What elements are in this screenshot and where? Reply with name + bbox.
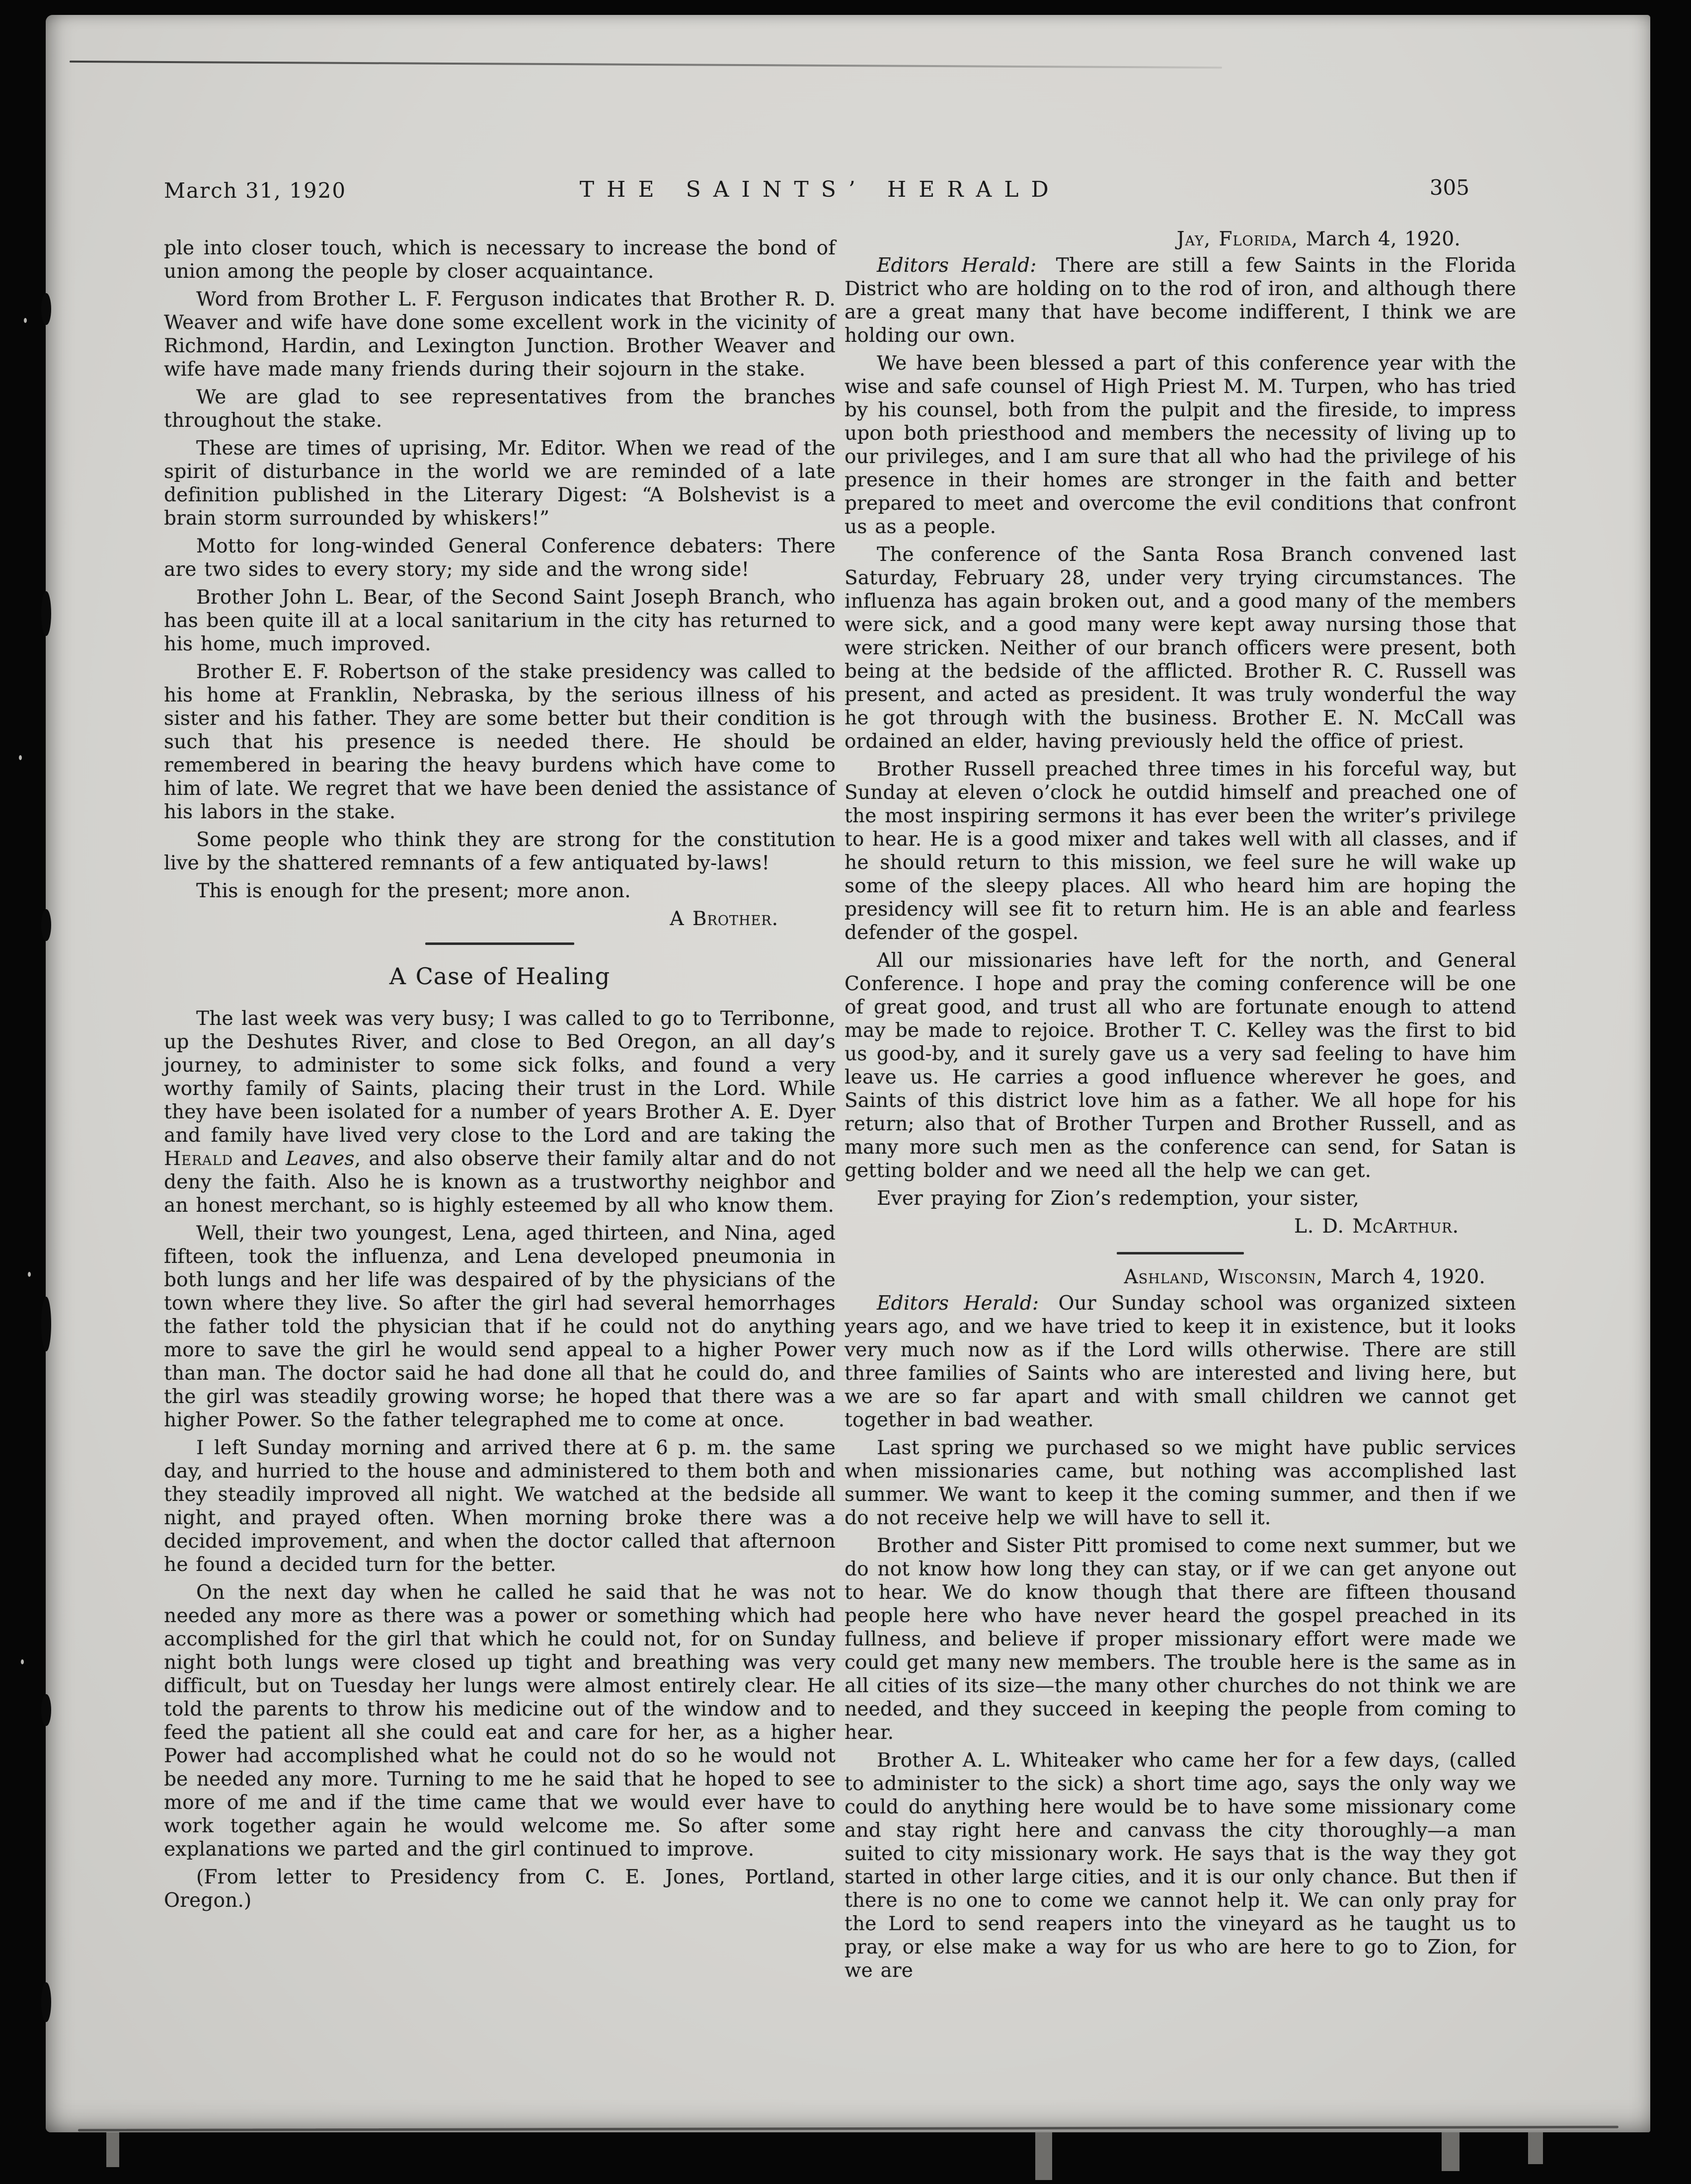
paragraph: Brother Russell preached three times in his forceful way, but Sunday at eleven o’clock he outdid himself and preached one of the most inspiring sermons it has ever been the writer’s privilege to hear. He is a good mixer and takes well with all classes, and if he should return to this mission, we feel sure he will wake up some of the sleepy places. All who heard him are hoping the presidency will see fit to return him. He is an able and fearless defender of the gospel. [845, 758, 1516, 944]
deckle-edge [41, 1694, 51, 1726]
dust-speck [24, 318, 27, 323]
paragraph: Brother E. F. Robertson of the stake presidency was called to his home at Franklin, Nebraska, by the serious illness of his sister and his father. They are some better but their condition is such that his presence is needed there. He should be remembered in bearing the heavy burdens which have come to him of late. We regret that we have been denied the assistance of his labors in the stake. [164, 661, 836, 823]
paragraph: Brother John L. Bear, of the Second Saint Joseph Branch, who has been quite ill at a local sanitarium in the city has returned to his home, much improved. [164, 586, 836, 655]
dust-speck [28, 1272, 31, 1277]
paragraph: Last spring we purchased so we might have public services when missionaries came, but nothing was accomplished last summer. We want to keep it the coming summer, and then if we do not receive help we will have to sell it. [845, 1437, 1516, 1529]
dust-speck [19, 755, 22, 760]
header-date: March 31, 1920 [164, 178, 347, 203]
letter-opening-paragraph [845, 254, 1516, 347]
letter-closing: Ever praying for Zion’s redemption, your sister, [877, 1187, 1359, 1210]
dateline-date: March 4, 1920. [1323, 1266, 1485, 1288]
author-signature: L. D. McArthur. [1294, 1215, 1459, 1238]
attribution-note: (From letter to Presidency from C. E. Jones, Portland, Oregon.) [164, 1866, 836, 1912]
paragraph [164, 1007, 836, 1217]
paragraph-text: There are still a few Saints in the Florida District who are holding on to the rod of iron, and although there are a great many that have become indifferent, I think we are holding our own. [845, 254, 1516, 347]
page-number: 305 [1429, 175, 1469, 200]
paragraph: We have been blessed a part of this conference year with the wise and safe counsel of High Priest M. M. Turpen, who has tried by his counsel, both from the pulpit and the fireside, to impress upon both priesthood and members the necessity of living up to our privileges, and I am sure that all who had the privilege of his presence in their homes are stronger in the faith and better prepared to meet and overcome the evil conditions that confront us as a people. [845, 352, 1516, 538]
deckle-edge [41, 909, 51, 941]
paragraph: Motto for long-winded General Conference debaters: There are two sides to every story; my side and the wrong side! [164, 535, 836, 581]
paragraph: All our missionaries have left for the north, and General Conference. I hope and pray the coming conference will be one of great good, and trust all who are fortunate enough to attend may be made to rejoice. Brother T. C. Kelley was the first to bid us good-by, and it surely gave us a very sad feeling to have him leave us. He carries a good influence wherever he goes, and Saints of this district love him as a father. We all hope for his return; also that of Brother Turpen and Brother Russell, and as many more such men as the conference can send, for Satan is getting bolder and we need all the help we can get. [845, 949, 1516, 1182]
deckle-edge [41, 293, 51, 325]
paragraph: Brother and Sister Pitt promised to come next summer, but we do not know how long they can stay, or if we can get anyone out to hear. We do know though that there are fifteen thousand people here who have never heard the gospel preached in its fullness, and believe if proper missionary effort were made we could get many new members. The trouble here is the same as in all cities of its size—the many other churches do not think we are needed, and they succeed in keeping the people from coming to hear. [845, 1535, 1516, 1744]
paragraph: Well, their two youngest, Lena, aged thirteen, and Nina, aged fifteen, took the influenza, and Lena developed pneumonia in both lungs and her life was despaired of by the physicians of the town where they live. So after the girl had several hemorrhages the father told the physician that if he could not do anything more to save the girl he would send appeal to a higher Power than man. The doctor said he had done all that he could do, and the girl was steadily growing worse; he hoped that there was a higher Power. So the father telegraphed me to come at once. [164, 1222, 836, 1431]
dateline-date: March 4, 1920. [1298, 228, 1460, 250]
right-column [845, 228, 1516, 1987]
deckle-edge [41, 1297, 51, 1351]
paragraph-text: Our Sunday school was organized sixteen years ago, and we have tried to keep it in existence, but it looks very much now as if the Lord wills otherwise. There are still three families of Saints who are interested and living here, but we are so far apart and with small children we cannot get together in bad weather. [845, 1292, 1516, 1431]
paragraph: On the next day when he called he said that he was not needed any more as there was a power or something which had accomplished for the girl that which he could not, for on Sunday night both lungs were closed up tight and breathing was very difficult, but on Tuesday her lungs were almost entirely clear. He told the parents to throw his medicine out of the window and to feed the patient all she could eat and care for her, as a higher Power had accomplished what he could not do so he would not be needed any more. Turning to me he said that he hoped to see more of me and if the time came that we would ever have to work together again he would welcome me. So after some explanations we parted and the girl continued to improve. [164, 1581, 836, 1861]
paragraph: The conference of the Santa Rosa Branch convened last Saturday, February 28, under very trying circumstances. The influenza has again broken out, and a good many of the members were sick, and a good many were kept away nursing those that were stricken. Neither of our branch officers were present, both being at the bedside of the afflicted. Brother R. C. Russell was present, and acted as president. It was truly wonderful the way he got through with the business. Brother E. N. McCall was ordained an elder, having previously held the office of priest. [845, 544, 1516, 753]
paragraph: I left Sunday morning and arrived there at 6 p. m. the same day, and hurried to the house and administered to them both and they steadily improved all night. We watched at the bedside all night, and prayed often. When morning broke there was a decided improvement, and when the doctor called that afternoon he found a decided turn for the better. [164, 1437, 836, 1576]
paragraph: Some people who think they are strong for the constitution live by the shattered remnants of a few antiquated by-laws! [164, 829, 836, 874]
leaves-periodical-name: Leaves [286, 1148, 355, 1170]
section-divider [1117, 1252, 1244, 1254]
paragraph-text: The last week was very busy; I was called to go to Terribonne, up the Deshutes River, and close to Bed Oregon, an all day’s journey, to administer to some sick folks, and found a very worthy family of Saints, placing their trust in the Lord. While they have been isolated for a number of years Brother A. E. Dyer and family have lived very close to the Lord and are taking the [164, 1008, 836, 1147]
page-tab [1035, 2132, 1052, 2180]
masthead-title: THE SAINTS’ HERALD [579, 177, 1061, 202]
herald-periodical-name: Herald [164, 1148, 233, 1170]
author-signature: A Brother. [670, 908, 778, 930]
letter-salutation: Editors Herald: [877, 254, 1037, 277]
section-divider [425, 942, 574, 945]
deckle-edge [41, 1982, 51, 2022]
dateline-place: Ashland, Wisconsin, [1124, 1266, 1323, 1288]
paragraph: Word from Brother L. F. Ferguson indicates that Brother R. D. Weaver and wife have done some excellent work in the vicinity of Richmond, Hardin, and Lexington Junction. Brother Weaver and wife have made many friends during their sojourn in the stake. [164, 288, 836, 381]
letter-salutation: Editors Herald: [877, 1292, 1039, 1315]
paragraph: These are times of uprising, Mr. Editor. When we read of the spirit of disturbance in the world we are reminded of a late definition published in the Literary Digest: “A Bolshevist is a brain storm surrounded by whiskers!” [164, 437, 836, 530]
deckle-edge [41, 591, 51, 636]
dateline-place: Jay, Florida, [1176, 228, 1299, 250]
paragraph-text: , and also observe their family altar and do not deny the faith. Also he is known as a trustworthy neighbor and an honest merchant, so is highly esteemed by all who know them. [164, 1148, 836, 1217]
letter-dateline [845, 1265, 1516, 1289]
dust-speck [21, 1659, 24, 1664]
paragraph: ple into closer touch, which is necessary to increase the bond of union among the people by closer acquaintance. [164, 237, 836, 283]
left-column [164, 236, 836, 1917]
letter-opening-paragraph [845, 1292, 1516, 1432]
paragraph: We are glad to see representatives from the branches throughout the stake. [164, 386, 836, 432]
letter-dateline [845, 228, 1516, 251]
paragraph: This is enough for the present; more anon. [196, 880, 631, 902]
paragraph-text: and [233, 1148, 286, 1170]
page-tab [1528, 2132, 1543, 2164]
paragraph: Brother A. L. Whiteaker who came her for a few days, (called to administer to the sick) a short time ago, says the only way we could do anything here would be to have some missionary come and stay right here and canvass the city thoroughly—a man suited to city missionary work. He says that is the way they got started in other large cities, and it is our only chance. But then if there is no one to come we cannot help it. We can only pray for the Lord to send reapers into the vineyard as he taught us to pray, or else make a way for us who are here to go to Zion, for we are [845, 1749, 1516, 1982]
article-title: A Case of Healing [389, 963, 611, 990]
page-tab [106, 2132, 119, 2167]
running-head [164, 175, 1515, 208]
page-tab [1442, 2132, 1460, 2171]
page-paper [46, 15, 1650, 2132]
